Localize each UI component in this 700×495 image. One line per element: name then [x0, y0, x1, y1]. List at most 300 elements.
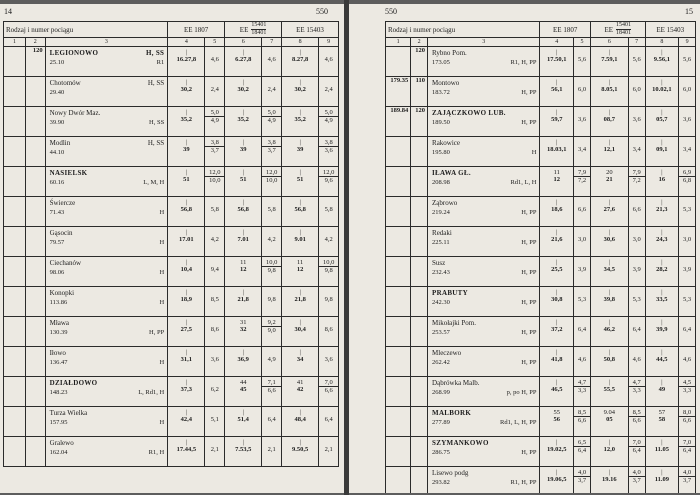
station-row: [4, 107, 339, 137]
time-cell: [540, 407, 574, 437]
time-cell: [540, 47, 574, 77]
time-departure: 59,7: [551, 116, 563, 123]
time-departure: 41,8: [551, 356, 563, 363]
run-time-upper: 12,0: [319, 169, 338, 177]
time-arrival: |: [608, 109, 610, 116]
station-name-text: NASIELSK: [49, 169, 88, 177]
time-cell: [540, 197, 574, 227]
run-time: 3,0: [577, 236, 587, 243]
run-time-cell: [574, 197, 591, 227]
station-km-line: [50, 118, 165, 127]
station-km: 253.57: [432, 329, 450, 336]
run-time-cell: [574, 347, 591, 377]
run-time-upper: 4,0: [574, 469, 590, 477]
time-cell: [225, 347, 262, 377]
time-cell: [225, 317, 262, 347]
speed-cell: [411, 167, 428, 197]
station-name: [50, 169, 165, 178]
time-cell: [645, 467, 679, 494]
run-time: 2,1: [267, 446, 276, 453]
speed-cell: [25, 77, 45, 107]
run-time: 5,6: [577, 56, 587, 63]
time-arrival: |: [242, 199, 244, 206]
time-departure: 37,2: [551, 326, 563, 333]
station-km: 130.39: [49, 329, 68, 336]
run-time-upper: 3,8: [205, 139, 224, 147]
time-arrival: |: [556, 379, 558, 386]
time-arrival: |: [608, 139, 610, 146]
time-cell: [168, 197, 205, 227]
station-row: [386, 347, 696, 377]
run-time-upper: 7,9: [574, 169, 590, 177]
run-time: 6,4: [683, 326, 692, 333]
station-cell: [45, 287, 168, 317]
run-time-cell: [262, 257, 282, 287]
km-cell: [386, 197, 411, 227]
time-arrival: |: [242, 109, 244, 116]
run-time-cell: [628, 287, 645, 317]
station-services: H, PP: [521, 329, 537, 336]
run-time: 6,0: [632, 86, 641, 93]
station-services: H, PP: [521, 299, 537, 306]
run-time-cell: [628, 227, 645, 257]
column-number: 7: [628, 38, 645, 47]
column-number: 1: [4, 38, 26, 47]
run-time-upper: 5,0: [319, 109, 338, 117]
km-cell: [4, 167, 26, 197]
station-km-line: [50, 328, 165, 337]
time-departure: 17.01: [179, 236, 194, 243]
km-cell: [4, 137, 26, 167]
station-services: H: [159, 419, 165, 426]
station-cell: [428, 167, 540, 197]
run-time-lower: 4,9: [267, 117, 276, 124]
time-departure: 35,2: [237, 116, 249, 123]
time-departure: 39: [296, 146, 304, 153]
km-cell: [386, 377, 411, 407]
km-cell: [4, 377, 26, 407]
run-time-cell: [628, 437, 645, 467]
run-time-upper: 6,5: [574, 439, 590, 447]
run-time-lower: 3,7: [577, 477, 587, 484]
time-departure: 56,8: [237, 206, 249, 213]
km-cell: [386, 437, 411, 467]
station-name-text: Susz: [432, 259, 446, 267]
time-arrival: |: [556, 439, 558, 446]
time-cell: [590, 77, 628, 107]
time-cell: [282, 347, 319, 377]
station-km-line: [432, 388, 536, 397]
train-number-split: [251, 22, 266, 37]
time-cell: [225, 77, 262, 107]
station-cell: [428, 47, 540, 77]
station-name-text: PRABUTY: [432, 289, 468, 297]
time-arrival: |: [556, 109, 558, 116]
run-time: 5,6: [683, 56, 692, 63]
run-time: 4,6: [577, 356, 587, 363]
km-cell: [386, 47, 411, 77]
time-cell: [590, 167, 628, 197]
run-time-cell: [628, 257, 645, 287]
station-row: [386, 377, 696, 407]
run-time-cell: [628, 377, 645, 407]
time-departure: 12: [296, 266, 304, 273]
run-time-upper: 8,5: [574, 409, 590, 417]
time-cell: [168, 137, 205, 167]
station-name: [432, 289, 536, 298]
time-departure: 55,5: [603, 386, 615, 393]
run-time-lower: 9,0: [267, 327, 276, 334]
time-arrival: |: [661, 259, 663, 266]
time-arrival: |: [661, 469, 663, 476]
station-name-text: Redaki: [432, 229, 452, 237]
time-arrival: 41: [296, 379, 304, 386]
time-arrival: |: [608, 379, 610, 386]
time-departure: 34,5: [603, 266, 615, 273]
time-departure: 48,4: [294, 416, 306, 423]
run-time-cell: [574, 47, 591, 77]
run-time-cell: [679, 437, 696, 467]
time-arrival: |: [661, 49, 663, 56]
column-number: 3: [45, 38, 168, 47]
station-name: [432, 409, 536, 418]
time-departure: 35,2: [180, 116, 192, 123]
time-departure: 56,8: [294, 206, 306, 213]
run-time-cell: [679, 227, 696, 257]
time-cell: [168, 47, 205, 77]
run-time-cell: [574, 287, 591, 317]
run-time-lower: 4,9: [210, 117, 219, 124]
station-row: [386, 407, 696, 437]
time-arrival: 57: [658, 409, 666, 416]
run-time: 4,6: [267, 56, 276, 63]
time-cell: [590, 317, 628, 347]
time-cell: [282, 107, 319, 137]
time-arrival: |: [608, 289, 610, 296]
run-time: 6,6: [632, 206, 641, 213]
time-departure: 34: [296, 356, 304, 363]
time-departure: 11.05: [654, 446, 669, 453]
time-cell: [590, 467, 628, 494]
speed-cell: [411, 467, 428, 494]
km-cell: [4, 437, 26, 467]
run-time-lower: 9,8: [324, 267, 333, 274]
run-time: 5,3: [577, 296, 587, 303]
column-number: 6: [590, 38, 628, 47]
time-cell: [168, 347, 205, 377]
station-km: 219.24: [432, 209, 450, 216]
run-time-upper: 4,5: [679, 379, 695, 387]
run-time-lower: 10,0: [266, 177, 278, 184]
run-time: 6,0: [577, 86, 587, 93]
time-cell: [540, 347, 574, 377]
station-name: [432, 259, 536, 268]
station-row: [4, 287, 339, 317]
time-departure: 10,4: [180, 266, 192, 273]
run-time: 3,6: [324, 356, 333, 363]
run-time-upper: 5,0: [262, 109, 281, 117]
time-arrival: 44: [239, 379, 247, 386]
station-km: 173.05: [432, 59, 450, 66]
station-cell: [45, 167, 168, 197]
station-services: R1, H, PP: [510, 59, 537, 66]
run-time-cell: [262, 317, 282, 347]
time-departure: 27,6: [603, 206, 615, 213]
run-time-cell: [574, 227, 591, 257]
time-cell: [645, 47, 679, 77]
station-name-text: Mikołajki Pom.: [432, 319, 476, 327]
run-time: 3,6: [683, 116, 692, 123]
station-name-text: Świercze: [49, 199, 76, 207]
train-prefix: EE: [239, 25, 249, 34]
speed-cell: 120: [411, 107, 428, 137]
time-arrival: |: [185, 379, 187, 386]
time-cell: [168, 227, 205, 257]
station-km: 44.10: [49, 149, 65, 156]
speed-cell: [25, 137, 45, 167]
station-name-text: DZIAŁDOWO: [49, 379, 98, 387]
run-time: 3,9: [577, 266, 587, 273]
station-km: 162.04: [49, 449, 68, 456]
speed-cell: [25, 317, 45, 347]
run-time: 3,6: [210, 356, 219, 363]
run-time-lower: 3,7: [632, 477, 641, 484]
time-cell: [540, 467, 574, 494]
station-name-text: Lisewo podg: [432, 469, 469, 477]
time-departure: 10.02,1: [652, 86, 672, 93]
left-timetable: [3, 21, 339, 467]
time-departure: 11.09: [654, 476, 669, 483]
time-cell: [645, 197, 679, 227]
time-departure: 19.02,5: [547, 446, 567, 453]
run-time-lower: 6,6: [324, 387, 333, 394]
speed-cell: [25, 347, 45, 377]
run-time-cell: [679, 77, 696, 107]
station-name: [432, 439, 536, 448]
station-cell: [45, 197, 168, 227]
run-time-cell: [679, 47, 696, 77]
time-cell: [590, 347, 628, 377]
train-ee1807-header: EE 1807: [540, 22, 590, 38]
run-time-cell: [262, 77, 282, 107]
time-arrival: |: [299, 139, 301, 146]
time-arrival: |: [299, 79, 301, 86]
station-services: H, PP: [521, 269, 537, 276]
column-number-row: [4, 38, 339, 47]
run-time: 3,6: [577, 116, 587, 123]
run-time: 4,6: [324, 56, 333, 63]
time-arrival: |: [661, 79, 663, 86]
run-time-cell: [574, 437, 591, 467]
run-time-lower: 3,3: [683, 387, 692, 394]
time-departure: 45: [239, 386, 247, 393]
run-time-lower: 6,4: [577, 447, 587, 454]
station-name-text: Gralewo: [49, 439, 74, 447]
run-time-cell: [679, 377, 696, 407]
station-cell: [45, 407, 168, 437]
station-km: 148.23: [49, 389, 68, 396]
station-cell: [428, 137, 540, 167]
time-arrival: |: [556, 229, 558, 236]
run-time-cell: [628, 47, 645, 77]
time-arrival: |: [299, 169, 301, 176]
run-time-cell: [205, 227, 225, 257]
time-departure: 8.27,8: [292, 56, 309, 63]
time-arrival: |: [608, 259, 610, 266]
station-km-line: [432, 448, 536, 457]
time-cell: [225, 107, 262, 137]
run-time-cell: [262, 47, 282, 77]
km-cell: [386, 227, 411, 257]
station-km: 71.43: [49, 209, 65, 216]
station-km-line: [432, 358, 536, 367]
run-time-upper: 3,8: [319, 139, 338, 147]
run-time: 6,6: [577, 206, 587, 213]
time-arrival: 31: [239, 319, 247, 326]
run-time-cell: [319, 257, 339, 287]
time-arrival: |: [185, 319, 187, 326]
station-km-line: [432, 88, 536, 97]
station-row: [4, 167, 339, 197]
train-number-split: [616, 22, 631, 37]
time-arrival: |: [608, 469, 610, 476]
run-time: 8,6: [324, 326, 333, 333]
time-arrival: |: [299, 109, 301, 116]
time-departure: 37,3: [180, 386, 192, 393]
station-km-line: [50, 298, 165, 307]
station-services: H: [159, 269, 165, 276]
station-km: 277.89: [432, 419, 450, 426]
time-departure: 49: [658, 386, 666, 393]
station-name-text: Mleczewo: [432, 349, 462, 357]
time-cell: [645, 107, 679, 137]
time-arrival: |: [185, 439, 187, 446]
time-departure: 12,1: [603, 146, 615, 153]
station-cell: [45, 137, 168, 167]
run-time-lower: 6,4: [632, 447, 641, 454]
run-time-cell: [319, 227, 339, 257]
run-time-cell: [205, 197, 225, 227]
time-arrival: |: [185, 409, 187, 416]
time-arrival: |: [556, 469, 558, 476]
run-time-cell: [262, 107, 282, 137]
run-time: 9,8: [267, 296, 276, 303]
time-arrival: |: [661, 319, 663, 326]
station-name: [50, 259, 165, 268]
station-row: [4, 77, 339, 107]
run-time-lower: 7,2: [577, 177, 587, 184]
run-time: 4,2: [210, 236, 219, 243]
time-cell: [282, 197, 319, 227]
station-km-line: [432, 208, 536, 217]
station-row: [386, 227, 696, 257]
run-time-upper: 4,7: [629, 379, 645, 387]
left-page-top-right-number: 550: [316, 7, 328, 16]
station-services: H: [159, 299, 165, 306]
run-time: 6,0: [683, 86, 692, 93]
run-time-cell: [574, 107, 591, 137]
time-arrival: |: [299, 349, 301, 356]
run-time-cell: [574, 467, 591, 494]
column-number: 4: [168, 38, 205, 47]
time-arrival: |: [556, 139, 558, 146]
time-cell: [282, 257, 319, 287]
time-cell: [645, 377, 679, 407]
time-departure: 39: [183, 146, 190, 153]
column-number: 6: [225, 38, 262, 47]
station-name: [50, 79, 165, 88]
time-departure: 39,8: [603, 296, 615, 303]
station-km: 79.57: [49, 239, 65, 246]
station-cell: [428, 347, 540, 377]
time-cell: [590, 437, 628, 467]
run-time-lower: 3,7: [683, 477, 692, 484]
time-arrival: |: [556, 289, 558, 296]
run-time-cell: [574, 167, 591, 197]
time-cell: [590, 227, 628, 257]
time-cell: [645, 227, 679, 257]
run-time: 2,1: [324, 446, 333, 453]
run-time-cell: [205, 107, 225, 137]
station-cell: [428, 377, 540, 407]
time-departure: 16.27,8: [176, 56, 197, 63]
km-cell: [4, 287, 26, 317]
station-name-text: Gąsocin: [49, 229, 73, 237]
run-time-cell: [679, 407, 696, 437]
time-arrival: |: [661, 199, 663, 206]
station-services: H, PP: [521, 239, 537, 246]
column-number: 3: [428, 38, 540, 47]
km-cell: [386, 167, 411, 197]
column-number: 2: [25, 38, 45, 47]
run-time-lower: 9,6: [324, 177, 333, 184]
run-time-lower: 6,6: [683, 417, 692, 424]
time-arrival: |: [185, 79, 187, 86]
time-arrival: |: [661, 139, 663, 146]
time-departure: 31,1: [180, 356, 192, 363]
station-services: R1, H: [148, 449, 165, 456]
run-time-upper: 7,0: [629, 439, 645, 447]
station-row: [386, 137, 696, 167]
time-arrival: |: [299, 439, 301, 446]
station-name: [50, 49, 165, 58]
station-services: R1, H, PP: [510, 479, 537, 486]
time-cell: [645, 167, 679, 197]
time-cell: [168, 377, 205, 407]
run-time: 8,5: [210, 296, 219, 303]
station-km: 195.80: [432, 149, 450, 156]
time-arrival: |: [185, 199, 187, 206]
station-cell: [428, 287, 540, 317]
km-cell: [386, 287, 411, 317]
time-departure: 7.01: [237, 236, 249, 243]
time-departure: 7.53,5: [235, 446, 252, 453]
time-departure: 44,5: [656, 356, 668, 363]
station-name: [50, 319, 165, 328]
header-row: [386, 22, 696, 38]
station-name-text: ZAJĄCZKOWO LUB.: [432, 109, 506, 117]
station-name-text: MALBORK: [432, 409, 472, 417]
run-time: 6,2: [210, 386, 219, 393]
run-time-cell: [205, 347, 225, 377]
time-departure: 16: [658, 176, 666, 183]
time-arrival: |: [608, 319, 610, 326]
run-time: 5,8: [267, 206, 276, 213]
station-cell: [45, 377, 168, 407]
time-arrival: 11: [297, 259, 304, 266]
run-time-upper: 8,0: [679, 409, 695, 417]
station-name-text: Dąbrówka Malb.: [432, 379, 480, 387]
